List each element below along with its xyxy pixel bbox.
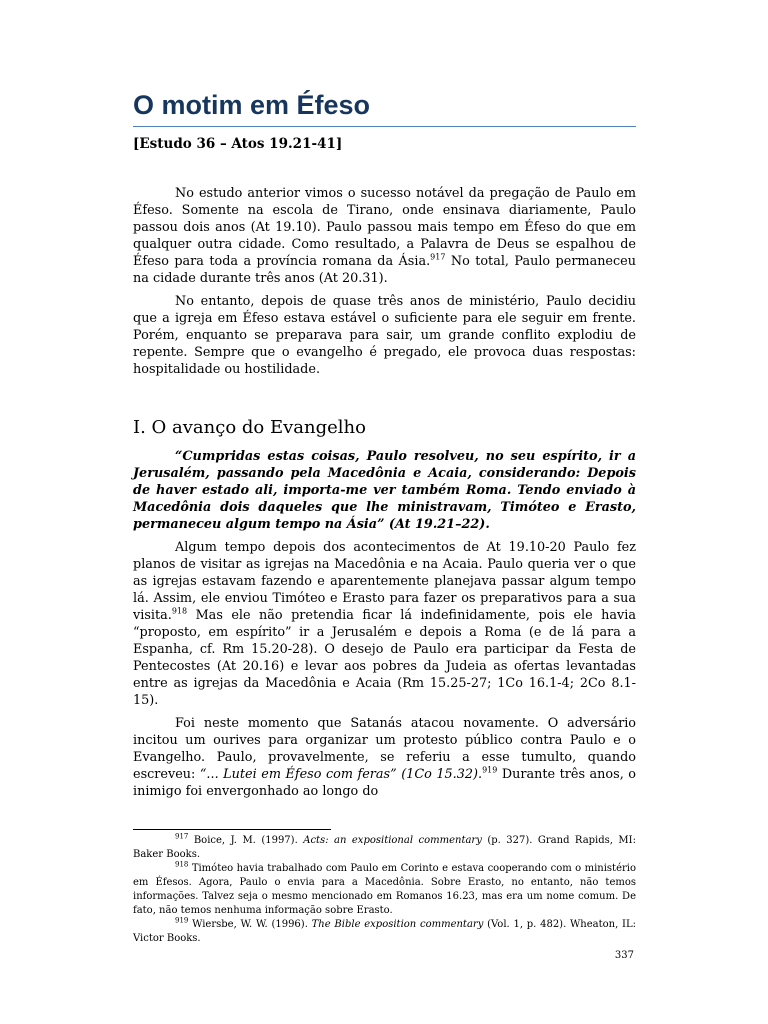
footnote-ref-917[interactable]: 917: [430, 252, 446, 262]
footnote-separator: [133, 829, 331, 830]
paragraph-satan: [133, 715, 636, 800]
page-number: 337: [614, 950, 634, 961]
scripture-citation: “... Lutei em Éfeso com feras” (1Co 15.32).: [199, 767, 483, 782]
study-reference: [Estudo 36 – Atos 19.21-41]: [133, 136, 343, 152]
paragraph-plans: [133, 539, 636, 709]
page-title: O motim em Éfeso: [133, 90, 371, 120]
footnote-text: Timóteo havia trabalhado com Paulo em Corinto e estava cooperando com o ministério em Éfesos. Agora, Paulo o envia para a Macedônia. Sobre Erasto, no entanto, não temos informações. Talvez seja o mesmo mencionado em Romanos 16.23, mas era um nome comum. De fato, não temos nenhuma informação sobre Erasto.: [133, 863, 636, 916]
paragraph-conflict: No entanto, depois de quase três anos de ministério, Paulo decidiu que a igreja em Éfeso estava estável o suficiente para ele seguir em frente. Porém, enquanto se preparava para sair, um grande conflito explodiu de repente. Sempre que o evangelho é pregado, ele provoca duas respostas: hospitalidade ou hostilidade.: [133, 294, 636, 377]
footnote-text-cont: (p. 327). Grand Rapids, MI: Baker Books.: [133, 835, 636, 860]
footnote-text-cont: (Vol. 1, p. 482). Wheaton, IL: Victor Books.: [133, 919, 636, 944]
paragraph-text: Foi neste momento que Satanás atacou novamente. O adversário incitou um ourives para organizar um protesto público contra Paulo e o Evangelho. Paulo, provavelmente, se referiu a esse tumulto, quando escreveu:: [133, 716, 636, 782]
section-heading: I. O avanço do Evangelho: [133, 417, 366, 438]
paragraph-text: No estudo anterior vimos o sucesso notável da pregação de Paulo em Éfeso. Somente na escola de Tirano, onde ensinava diariamente, Paulo passou dois anos (At 19.10). Paulo passou mais tempo em Éfeso do que em qualquer outra cidade. Como resultado, a Palavra de Deus se espalhou de Éfeso para toda a província romana da Ásia.: [133, 186, 636, 269]
footnote-number: 917: [175, 832, 189, 841]
footnote-918: [133, 862, 636, 918]
scripture-quote: “Cumpridas estas coisas, Paulo resolveu, no seu espírito, ir a Jerusalém, passando pela Macedônia e Acaia, considerando: Depois de haver estado ali, importa-me ver também Roma. Tendo enviado à Macedônia dois daqueles que lhe ministravam, Timóteo e Erasto, permaneceu algum tempo na Ásia” (At 19.21–22).: [133, 449, 636, 532]
paragraph-text: Algum tempo depois dos acontecimentos de At 19.10-20 Paulo fez planos de visitar as igrejas na Macedônia e na Acaia. Paulo queria ver o que as igrejas estavam fazendo e aparentemente planejava passar algum tempo lá. Assim, ele enviou Timóteo e Erasto para fazer os preparativos para a sua visita.: [133, 540, 636, 623]
footnote-ref-918[interactable]: 918: [171, 606, 188, 616]
footnote-number: 919: [175, 916, 189, 925]
footnote-text: Wiersbe, W. W. (1996).: [188, 919, 312, 930]
footnote-919: [133, 918, 636, 946]
footnote-ref-919[interactable]: 919: [482, 765, 498, 775]
paragraph-text-cont: Durante três anos, o inimigo foi envergonhado ao longo do: [133, 767, 637, 799]
paragraph-text-cont: No total, Paulo permaneceu na cidade durante três anos (At 20.31).: [133, 254, 636, 286]
footnote-book-title: The Bible exposition commentary: [311, 919, 484, 930]
paragraph-text-cont: Mas ele não pretendia ficar lá indefinidamente, pois ele havia “proposto, em espírito” ir a Jerusalém e depois a Roma (e de lá para a Espanha, cf. Rm 15.20-28). O desejo de Paulo era participar da Festa de Pentecostes (At 20.16) e levar aos pobres da Judeia as ofertas levantadas entre as igrejas da Macedônia e Acaia (Rm 15.25-27; 1Co 16.1-4; 2Co 8.1-15).: [133, 608, 636, 708]
paragraph-intro: [133, 185, 636, 287]
footnote-number: 918: [175, 860, 189, 869]
footnotes: [133, 834, 636, 946]
footnote-text: Boice, J. M. (1997).: [188, 835, 304, 846]
title-divider: [133, 126, 636, 127]
footnote-917: [133, 834, 636, 862]
page-body: [133, 88, 636, 800]
footnote-book-title: Acts: an expositional commentary: [303, 835, 482, 846]
